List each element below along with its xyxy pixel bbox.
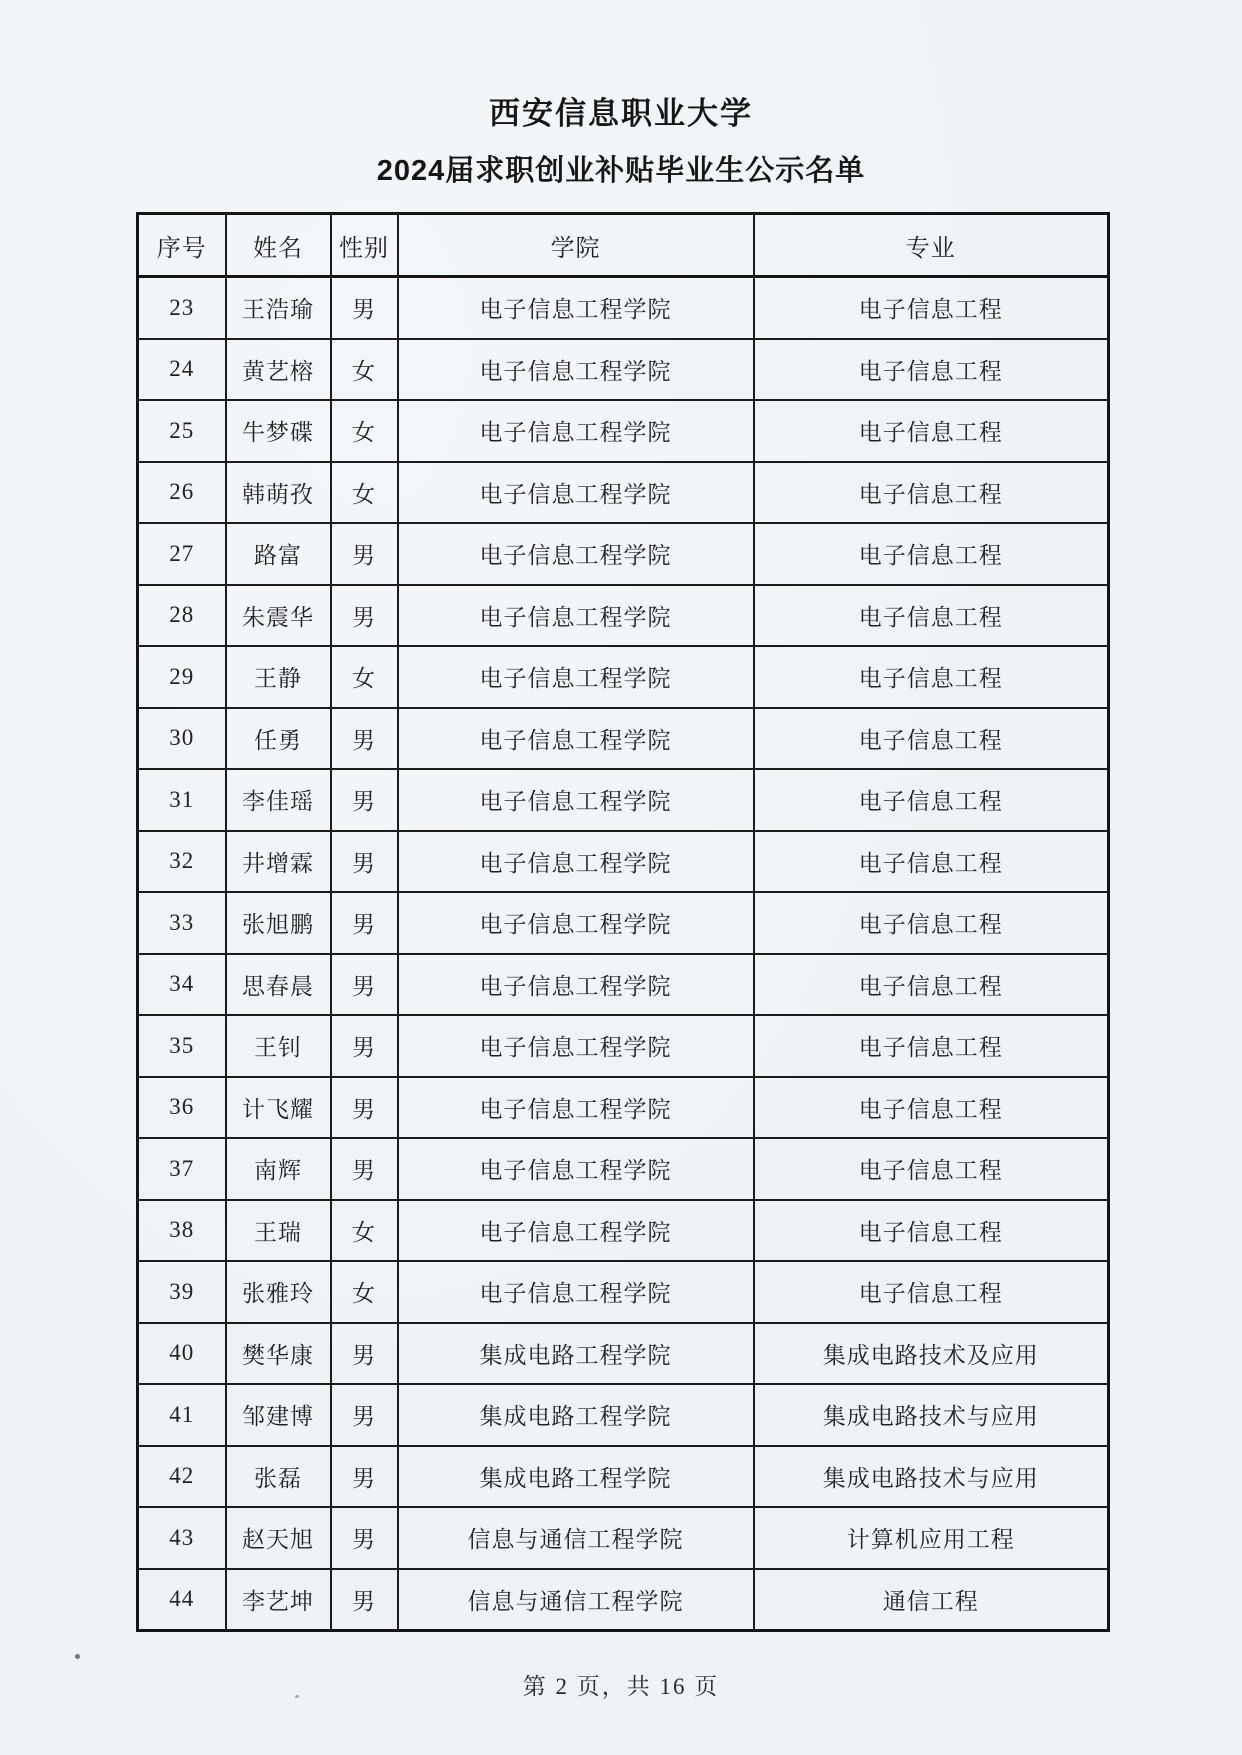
cell-gender: 男 (331, 277, 398, 339)
cell-major: 集成电路技术与应用 (754, 1446, 1109, 1508)
table-row (138, 1077, 1109, 1139)
cell-name: 王静 (226, 646, 331, 708)
table-row (138, 1569, 1109, 1631)
cell-gender: 女 (331, 400, 398, 462)
cell-number: 32 (138, 831, 226, 893)
cell-name: 张旭鹏 (226, 892, 331, 954)
table-row (138, 1200, 1109, 1262)
cell-college: 电子信息工程学院 (398, 646, 754, 708)
cell-college: 集成电路工程学院 (398, 1446, 754, 1508)
cell-name: 李佳瑶 (226, 769, 331, 831)
cell-gender: 男 (331, 1507, 398, 1569)
cell-name: 黄艺榕 (226, 339, 331, 401)
cell-number: 33 (138, 892, 226, 954)
cell-name: 思春晨 (226, 954, 331, 1016)
table-row (138, 646, 1109, 708)
cell-name: 王瑞 (226, 1200, 331, 1262)
cell-college: 信息与通信工程学院 (398, 1507, 754, 1569)
cell-gender: 男 (331, 523, 398, 585)
column-header-number: 序号 (138, 214, 226, 277)
cell-major: 电子信息工程 (754, 523, 1109, 585)
cell-college: 信息与通信工程学院 (398, 1569, 754, 1631)
cell-gender: 男 (331, 1384, 398, 1446)
cell-number: 27 (138, 523, 226, 585)
scan-speck (75, 1654, 80, 1659)
cell-gender: 女 (331, 339, 398, 401)
cell-name: 王钊 (226, 1015, 331, 1077)
page-title: 西安信息职业大学 (489, 96, 753, 131)
cell-number: 31 (138, 769, 226, 831)
cell-major: 电子信息工程 (754, 1077, 1109, 1139)
cell-gender: 男 (331, 708, 398, 770)
cell-college: 电子信息工程学院 (398, 400, 754, 462)
cell-name: 计飞耀 (226, 1077, 331, 1139)
cell-number: 25 (138, 400, 226, 462)
cell-gender: 女 (331, 646, 398, 708)
cell-gender: 男 (331, 1569, 398, 1631)
cell-number: 26 (138, 462, 226, 524)
page-footer: 第 2 页，共 16 页 (522, 1674, 720, 1699)
cell-name: 任勇 (226, 708, 331, 770)
cell-major: 电子信息工程 (754, 708, 1109, 770)
table-row (138, 1261, 1109, 1323)
cell-gender: 男 (331, 769, 398, 831)
table-row (138, 954, 1109, 1016)
cell-gender: 女 (331, 1200, 398, 1262)
cell-college: 电子信息工程学院 (398, 462, 754, 524)
cell-major: 电子信息工程 (754, 277, 1109, 339)
table-row (138, 1138, 1109, 1200)
cell-college: 电子信息工程学院 (398, 1015, 754, 1077)
cell-gender: 男 (331, 1446, 398, 1508)
table-row (138, 708, 1109, 770)
cell-major: 电子信息工程 (754, 1138, 1109, 1200)
table-row (138, 277, 1109, 339)
cell-gender: 男 (331, 1015, 398, 1077)
cell-gender: 男 (331, 1077, 398, 1139)
cell-college: 电子信息工程学院 (398, 1200, 754, 1262)
cell-gender: 女 (331, 1261, 398, 1323)
cell-name: 张雅玲 (226, 1261, 331, 1323)
cell-college: 电子信息工程学院 (398, 339, 754, 401)
cell-college: 电子信息工程学院 (398, 585, 754, 647)
cell-college: 电子信息工程学院 (398, 769, 754, 831)
cell-major: 集成电路技术与应用 (754, 1384, 1109, 1446)
cell-college: 电子信息工程学院 (398, 954, 754, 1016)
cell-number: 43 (138, 1507, 226, 1569)
cell-name: 赵天旭 (226, 1507, 331, 1569)
table-row (138, 339, 1109, 401)
cell-major: 通信工程 (754, 1569, 1109, 1631)
table-row (138, 1384, 1109, 1446)
scan-speck (295, 1695, 299, 1698)
page-subtitle: 2024届求职创业补贴毕业生公示名单 (376, 155, 866, 187)
cell-name: 韩萌孜 (226, 462, 331, 524)
table-row (138, 769, 1109, 831)
cell-gender: 男 (331, 585, 398, 647)
cell-number: 35 (138, 1015, 226, 1077)
cell-number: 42 (138, 1446, 226, 1508)
cell-college: 电子信息工程学院 (398, 523, 754, 585)
cell-major: 电子信息工程 (754, 646, 1109, 708)
cell-college: 电子信息工程学院 (398, 1077, 754, 1139)
cell-name: 牛梦碟 (226, 400, 331, 462)
cell-number: 41 (138, 1384, 226, 1446)
cell-major: 电子信息工程 (754, 769, 1109, 831)
table-row (138, 523, 1109, 585)
cell-gender: 男 (331, 1323, 398, 1385)
cell-college: 集成电路工程学院 (398, 1384, 754, 1446)
cell-name: 王浩瑜 (226, 277, 331, 339)
cell-major: 电子信息工程 (754, 1200, 1109, 1262)
cell-number: 36 (138, 1077, 226, 1139)
cell-major: 电子信息工程 (754, 1015, 1109, 1077)
cell-name: 张磊 (226, 1446, 331, 1508)
cell-major: 电子信息工程 (754, 954, 1109, 1016)
cell-college: 电子信息工程学院 (398, 892, 754, 954)
cell-name: 路富 (226, 523, 331, 585)
cell-major: 电子信息工程 (754, 585, 1109, 647)
column-header-name: 姓名 (226, 214, 331, 277)
table-row (138, 831, 1109, 893)
cell-name: 邹建博 (226, 1384, 331, 1446)
cell-gender: 男 (331, 954, 398, 1016)
table-row (138, 462, 1109, 524)
cell-major: 电子信息工程 (754, 339, 1109, 401)
table-row (138, 1446, 1109, 1508)
table-header-row (138, 214, 1109, 277)
cell-name: 李艺坤 (226, 1569, 331, 1631)
table-row (138, 400, 1109, 462)
cell-college: 电子信息工程学院 (398, 277, 754, 339)
cell-number: 37 (138, 1138, 226, 1200)
cell-major: 电子信息工程 (754, 400, 1109, 462)
cell-major: 电子信息工程 (754, 892, 1109, 954)
cell-number: 28 (138, 585, 226, 647)
cell-gender: 女 (331, 462, 398, 524)
cell-gender: 男 (331, 892, 398, 954)
cell-college: 电子信息工程学院 (398, 1138, 754, 1200)
column-header-college: 学院 (398, 214, 754, 277)
cell-number: 40 (138, 1323, 226, 1385)
cell-college: 电子信息工程学院 (398, 831, 754, 893)
cell-major: 计算机应用工程 (754, 1507, 1109, 1569)
table-row (138, 1323, 1109, 1385)
cell-name: 南辉 (226, 1138, 331, 1200)
cell-gender: 男 (331, 831, 398, 893)
cell-number: 30 (138, 708, 226, 770)
cell-college: 电子信息工程学院 (398, 1261, 754, 1323)
cell-number: 39 (138, 1261, 226, 1323)
cell-major: 集成电路技术及应用 (754, 1323, 1109, 1385)
cell-major: 电子信息工程 (754, 462, 1109, 524)
cell-major: 电子信息工程 (754, 1261, 1109, 1323)
cell-number: 38 (138, 1200, 226, 1262)
cell-name: 朱震华 (226, 585, 331, 647)
cell-number: 44 (138, 1569, 226, 1631)
table-body (138, 277, 1109, 1631)
cell-major: 电子信息工程 (754, 831, 1109, 893)
column-header-gender: 性别 (331, 214, 398, 277)
cell-name: 樊华康 (226, 1323, 331, 1385)
cell-college: 集成电路工程学院 (398, 1323, 754, 1385)
table-row (138, 1507, 1109, 1569)
table-row (138, 585, 1109, 647)
cell-number: 24 (138, 339, 226, 401)
cell-number: 23 (138, 277, 226, 339)
graduates-table (136, 212, 1110, 1632)
cell-number: 29 (138, 646, 226, 708)
cell-gender: 男 (331, 1138, 398, 1200)
cell-number: 34 (138, 954, 226, 1016)
table-row (138, 892, 1109, 954)
cell-name: 井增霖 (226, 831, 331, 893)
cell-college: 电子信息工程学院 (398, 708, 754, 770)
column-header-major: 专业 (754, 214, 1109, 277)
table-row (138, 1015, 1109, 1077)
